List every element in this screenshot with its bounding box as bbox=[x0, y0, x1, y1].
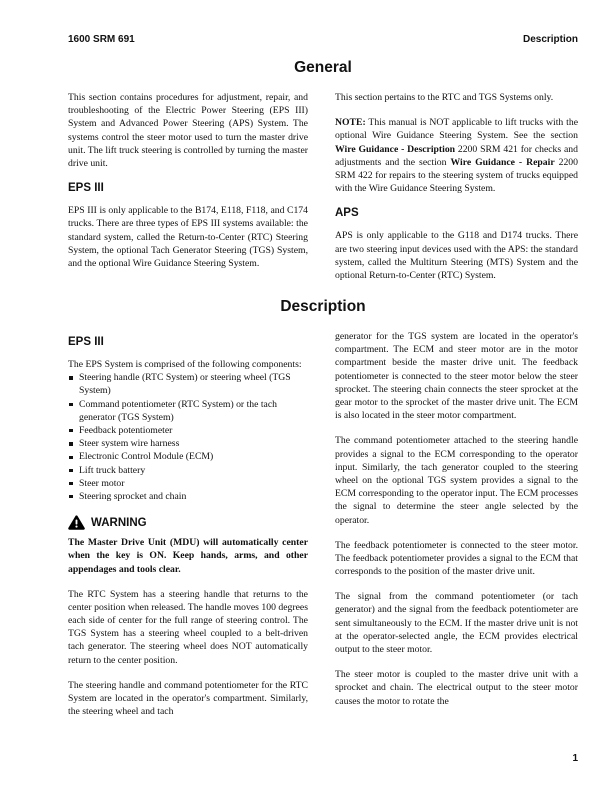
description-columns bbox=[68, 330, 578, 730]
general-left-column bbox=[68, 91, 308, 294]
note-label: NOTE: bbox=[335, 117, 366, 129]
page-number: 1 bbox=[572, 753, 578, 764]
general-eps-heading: EPS III bbox=[68, 182, 104, 195]
warning-triangle-icon bbox=[68, 515, 85, 530]
warning-text: The Master Drive Unit (MDU) will automatically center when the key is ON. Keep hands, arms, and other appendages and tools clear. bbox=[68, 537, 308, 575]
list-item: Electronic Control Module (ECM) bbox=[68, 450, 308, 463]
general-left-paragraph-2: EPS III is only applicable to the B174, E118, F118, and C174 trucks. There are three types of EPS III systems available: the standard system, called the Return-to-Center (RTC) Steering System, the optional Tach Generator Steering (TGS) System, and the optional Wire Guidance Steering System. bbox=[68, 205, 308, 269]
general-section-title: General bbox=[294, 59, 352, 76]
description-left-paragraph-2: The steering handle and command potentiometer for the RTC System are located in the operator's compartment. Similarly, the steering wheel and tach bbox=[68, 679, 308, 718]
list-item: Command potentiometer (RTC System) or the tach generator (TGS System) bbox=[68, 398, 308, 424]
components-list bbox=[68, 371, 308, 503]
warning-label: WARNING bbox=[91, 516, 147, 529]
list-item: Steer system wire harness bbox=[68, 437, 308, 450]
note-bold-reference-2: Wire Guidance - Repair bbox=[450, 156, 555, 168]
description-right-paragraph-3: The feedback potentiometer is connected to the steer motor. The feedback potentiometer provides a signal to the ECM that corresponds to the position of the master drive unit. bbox=[335, 539, 578, 578]
running-header bbox=[68, 34, 578, 45]
components-intro: The EPS System is comprised of the following components: bbox=[68, 359, 302, 371]
general-right-paragraph-2: APS is only applicable to the G118 and D174 trucks. There are two steering input devices used with the APS: the standard system, called the Multiturn Steering (MTS) System and the optional Return-to-Center (RTC) System. bbox=[335, 230, 578, 281]
description-right-column bbox=[335, 330, 578, 730]
description-section-title: Description bbox=[280, 298, 366, 316]
general-right-column bbox=[335, 91, 578, 294]
general-columns bbox=[68, 91, 578, 294]
header-document-number: 1600 SRM 691 bbox=[68, 34, 135, 45]
description-eps-heading: EPS III bbox=[68, 336, 104, 349]
list-item: Lift truck battery bbox=[68, 464, 308, 477]
description-right-paragraph-1: generator for the TGS system are located in the operator's compartment. The ECM and steer motor are in the motor compartment beside the master drive unit. The feedback potentiometer is connected to the steer motor below the steer sprocket. The steering chain connects the steer sprocket at the gear motor to the sprocket of the master drive unit. The ECM is also located in the steer motor compartment. bbox=[335, 331, 578, 422]
description-left-column bbox=[68, 330, 308, 730]
description-right-paragraph-4: The signal from the command potentiometer (or tach generator) and the signal from the feedback potentiometer are sent simultaneously to the ECM. If the master drive unit is not at the operator-selected angle, the ECM provides electrical output to the steer motor. bbox=[335, 591, 578, 655]
list-item: Steer motor bbox=[68, 477, 308, 490]
header-section-name: Description bbox=[522, 34, 578, 45]
general-left-paragraph-1: This section contains procedures for adjustment, repair, and troubleshooting of the Electric Power Steering (EPS III) System and Advanced Power Steering (APS) System. The systems control the steer motor used to turn the master drive unit. The lift truck steering is controlled by turning the master drive unit. bbox=[68, 92, 308, 169]
description-left-paragraph-1: The RTC System has a steering handle that returns to the center position when released. The handle moves 100 degrees each side of center for the full range of steering control. The TGS System has a steering wheel coupled to a belt-driven tach generator. The steering wheel does NOT automatically return to the center position. bbox=[68, 588, 308, 666]
list-item: Steering handle (RTC System) or steering wheel (TGS System) bbox=[68, 371, 308, 397]
list-item: Feedback potentiometer bbox=[68, 424, 308, 437]
warning-heading bbox=[68, 515, 308, 530]
note-text: 2200 SRM 422 for repairs to the steering system of trucks equipped with the Wire Guidance Steering System. bbox=[335, 156, 578, 195]
note-text: This manual is NOT applicable to lift trucks with the optional Wire Guidance Steering System. See the section bbox=[335, 117, 578, 142]
note-text: 2200 SRM 421 for checks and adjustments and the section bbox=[335, 143, 578, 168]
note-paragraph bbox=[335, 116, 578, 195]
list-item: Steering sprocket and chain bbox=[68, 490, 308, 503]
general-right-paragraph-1: This section pertains to the RTC and TGS Systems only. bbox=[335, 92, 554, 103]
description-right-paragraph-2: The command potentiometer attached to the steering handle provides a signal to the ECM corresponding to the operator input. Similarly, the tach generator coupled to the steering wheel on the optional TGS system provides a signal to the ECM corresponding to the operator input. The ECM processes the signal to determine the steer angle selected by the operator. bbox=[335, 435, 578, 526]
description-right-paragraph-5: The steer motor is coupled to the master drive unit with a sprocket and chain. The electrical output to the steer motor causes the motor to rotate the bbox=[335, 669, 578, 707]
note-bold-reference-1: Wire Guidance - Description bbox=[335, 143, 456, 155]
general-aps-heading: APS bbox=[335, 207, 359, 220]
